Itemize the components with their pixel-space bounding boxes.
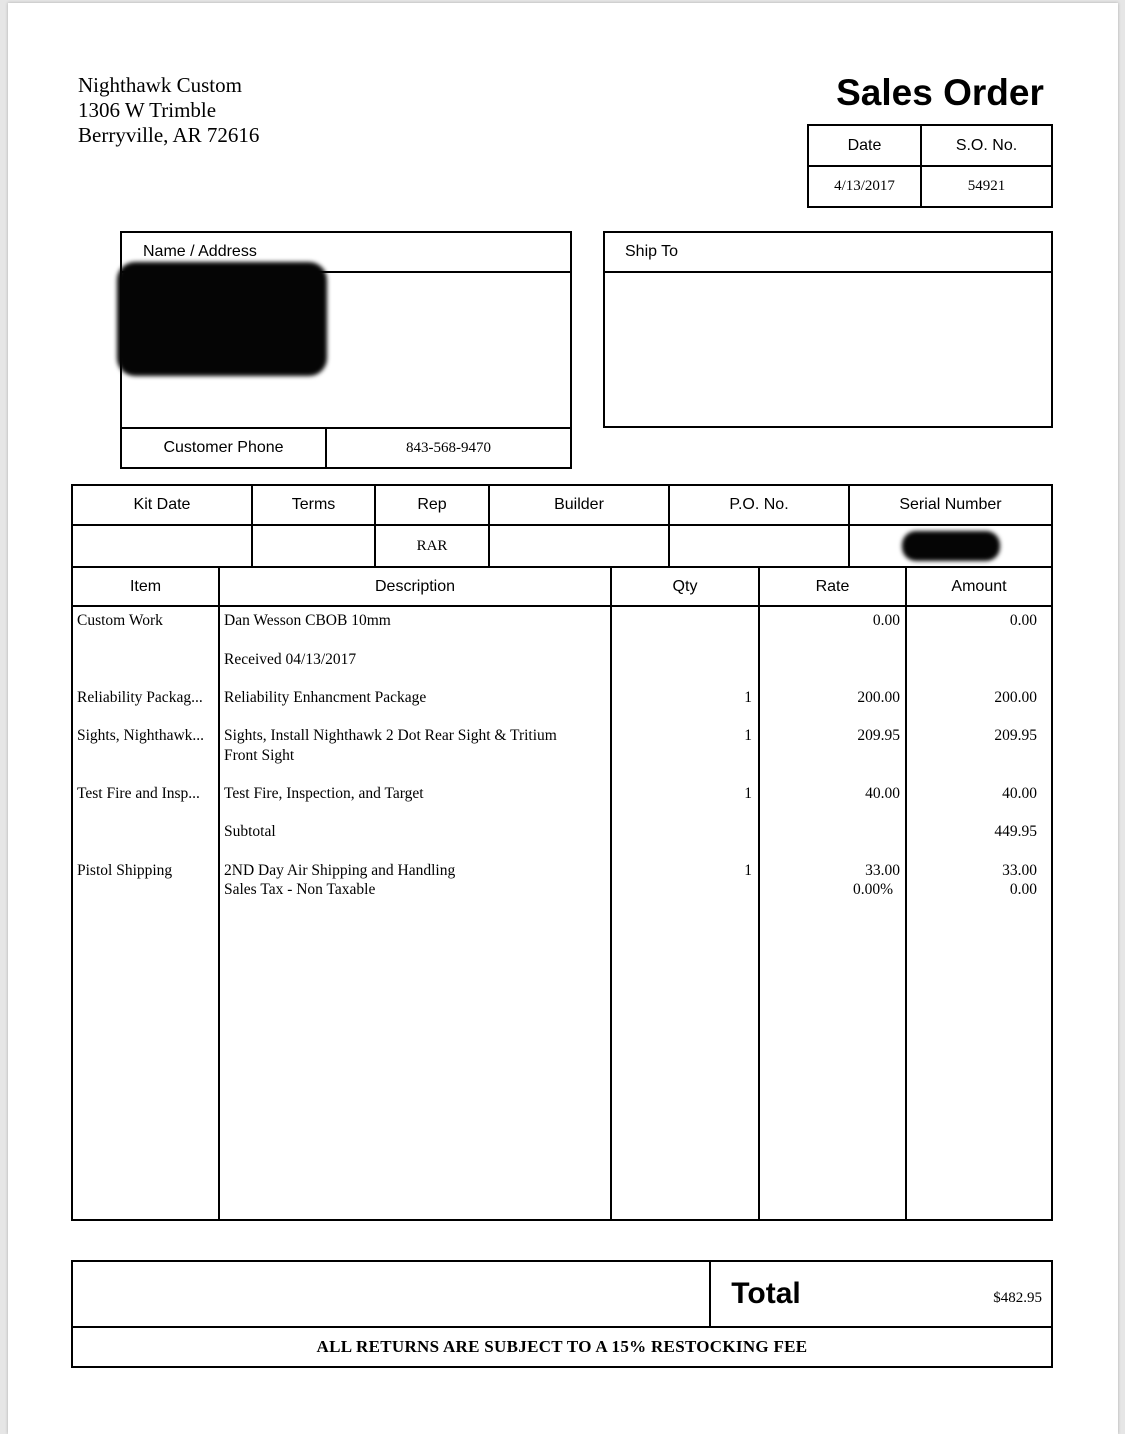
customer-phone: 843-568-9470 bbox=[406, 439, 491, 456]
total-label: Total bbox=[731, 1277, 801, 1310]
line-item-name: Reliability Packag... bbox=[77, 689, 203, 706]
restocking-fee-notice: ALL RETURNS ARE SUBJECT TO A 15% RESTOCKING FEE bbox=[316, 1337, 808, 1356]
company-address-block bbox=[78, 73, 259, 148]
line-item-qty: 1 bbox=[744, 862, 752, 879]
order-date: 4/13/2017 bbox=[834, 178, 895, 194]
line-item-amount: 33.00 bbox=[1002, 862, 1037, 879]
company-name: Nighthawk Custom bbox=[78, 73, 242, 97]
ship-to-label: Ship To bbox=[625, 243, 679, 260]
rep-value: RAR bbox=[416, 537, 448, 554]
kit-date-header: Kit Date bbox=[133, 496, 191, 513]
item-header: Item bbox=[129, 577, 162, 595]
rep-header: Rep bbox=[417, 496, 447, 513]
line-item-name: Test Fire and Insp... bbox=[77, 785, 200, 802]
redacted-customer-address bbox=[117, 262, 327, 376]
terms-header: Terms bbox=[291, 496, 336, 513]
customer-phone-label: Customer Phone bbox=[163, 439, 284, 456]
line-item-amount: 200.00 bbox=[994, 689, 1037, 706]
line-item-name: Custom Work bbox=[77, 612, 163, 629]
line-item-description-continued: Front Sight bbox=[224, 747, 295, 764]
po-number-value bbox=[670, 526, 848, 566]
date-label: Date bbox=[847, 136, 882, 154]
builder-value bbox=[490, 526, 668, 566]
line-item-description: 2ND Day Air Shipping and Handling bbox=[224, 862, 456, 879]
line-item-rate: 200.00 bbox=[857, 689, 900, 706]
line-item-amount: 209.95 bbox=[994, 727, 1037, 744]
sales-tax-description: Sales Tax - Non Taxable bbox=[224, 881, 376, 898]
line-item-name: Pistol Shipping bbox=[77, 862, 173, 879]
company-city-state: Berryville, AR 72616 bbox=[78, 123, 260, 147]
line-item-rate: 209.95 bbox=[857, 727, 900, 744]
document-title: Sales Order bbox=[836, 72, 1044, 113]
line-item-description: Sights, Install Nighthawk 2 Dot Rear Sight & Tritium bbox=[224, 727, 557, 744]
line-item-qty: 1 bbox=[744, 785, 752, 802]
line-item-description: Reliability Enhancment Package bbox=[224, 689, 427, 706]
line-item-rate: 0.00 bbox=[872, 612, 900, 629]
line-item-description: Dan Wesson CBOB 10mm bbox=[224, 612, 391, 629]
subtotal-amount: 449.95 bbox=[994, 823, 1037, 840]
po-number-header: P.O. No. bbox=[729, 496, 789, 513]
line-item-qty: 1 bbox=[744, 727, 752, 744]
kit-date-value bbox=[73, 526, 251, 566]
redacted-serial-number bbox=[902, 531, 1000, 561]
line-item-name: Sights, Nighthawk... bbox=[77, 727, 205, 744]
terms-value bbox=[253, 526, 374, 566]
company-street: 1306 W Trimble bbox=[78, 98, 217, 122]
qty-header: Qty bbox=[672, 577, 698, 595]
so-number-label: S.O. No. bbox=[955, 136, 1018, 154]
so-number: 54921 bbox=[967, 178, 1006, 194]
divider bbox=[603, 271, 1053, 273]
line-item-rate: 40.00 bbox=[865, 785, 900, 802]
line-item-amount: 0.00 bbox=[1009, 612, 1037, 629]
rate-header: Rate bbox=[815, 577, 850, 595]
line-item-amount: 40.00 bbox=[1002, 785, 1037, 802]
line-item-description: Received 04/13/2017 bbox=[224, 651, 357, 668]
builder-header: Builder bbox=[554, 496, 604, 513]
subtotal-label: Subtotal bbox=[224, 823, 276, 840]
serial-number-header: Serial Number bbox=[899, 496, 1002, 513]
line-item-description: Test Fire, Inspection, and Target bbox=[224, 785, 424, 802]
description-header: Description bbox=[374, 577, 456, 595]
total-amount: $482.95 bbox=[993, 1289, 1042, 1306]
line-item-qty: 1 bbox=[744, 689, 752, 706]
divider bbox=[218, 566, 220, 1221]
name-address-label: Name / Address bbox=[143, 243, 257, 260]
sales-tax-rate: 0.00% bbox=[852, 881, 893, 898]
sales-tax-amount: 0.00 bbox=[1009, 881, 1037, 898]
divider bbox=[610, 566, 612, 1221]
line-item-rate: 33.00 bbox=[865, 862, 900, 879]
amount-header: Amount bbox=[951, 577, 1007, 595]
